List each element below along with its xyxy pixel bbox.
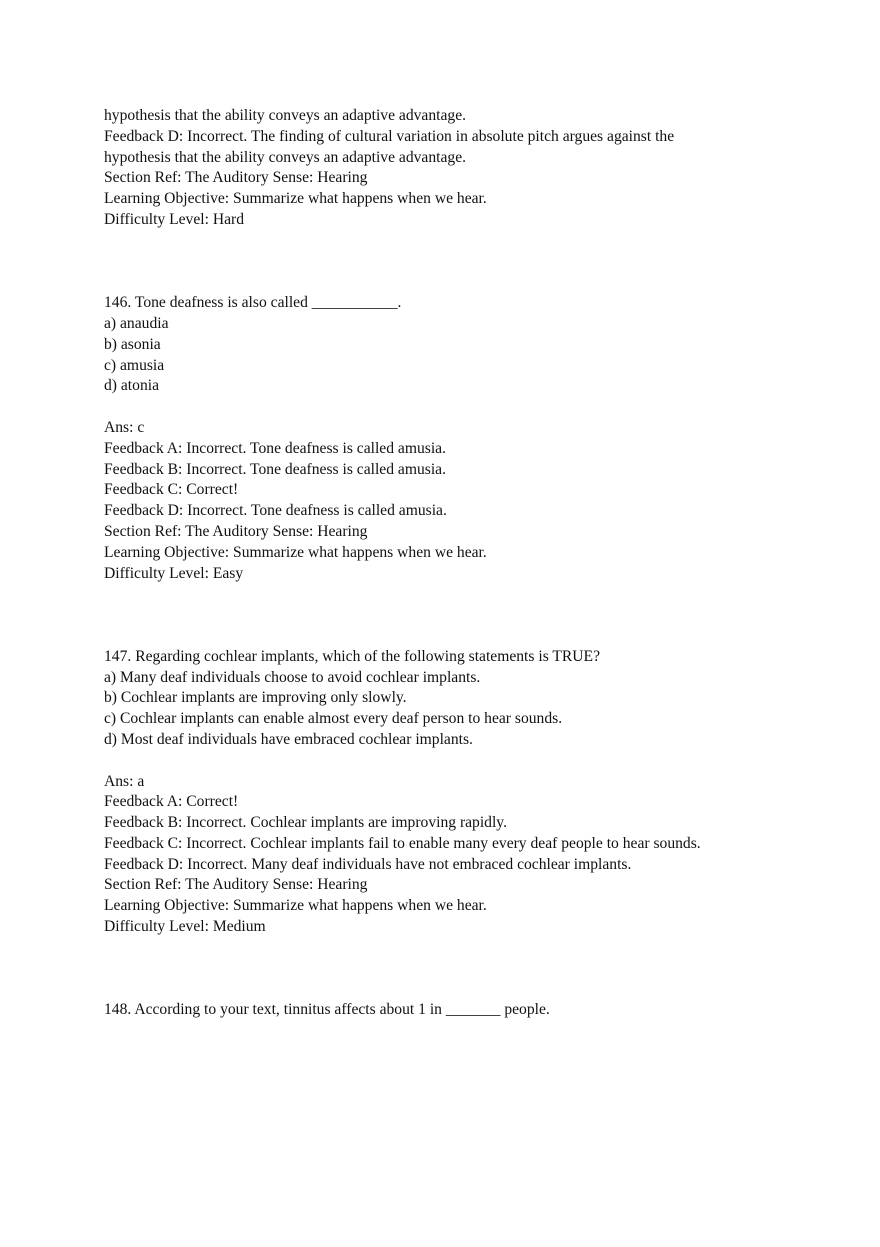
- question-147: [104, 647, 804, 938]
- feedback-c: Feedback C: Incorrect. Cochlear implants fail to enable many every deaf people to hear sounds.: [104, 834, 701, 852]
- feedback-c-continuation: hypothesis that the ability conveys an adaptive advantage.: [104, 107, 467, 124]
- learning-objective: Learning Objective: Summarize what happens when we hear.: [104, 190, 487, 208]
- learning-objective: Learning Objective: Summarize what happens when we hear.: [104, 897, 487, 915]
- question-stem: 148. According to your text, tinnitus affects about 1 in _______ people.: [104, 1001, 550, 1019]
- question-stem: 146. Tone deafness is also called ___________.: [104, 294, 402, 312]
- answer: Ans: c: [104, 418, 145, 436]
- difficulty-level: Difficulty Level: Hard: [104, 210, 245, 228]
- spacer: [104, 938, 804, 1000]
- question-145-continuation: [104, 106, 804, 231]
- option-c: c) Cochlear implants can enable almost every deaf person to hear sounds.: [104, 710, 563, 728]
- difficulty-level: Difficulty Level: Medium: [104, 918, 266, 936]
- section-ref: Section Ref: The Auditory Sense: Hearing: [104, 522, 368, 540]
- option-b: b) asonia: [104, 335, 161, 353]
- option-a: a) anaudia: [104, 314, 169, 332]
- spacer: [104, 584, 804, 646]
- spacer: [104, 397, 804, 418]
- question-stem: 147. Regarding cochlear implants, which of the following statements is TRUE?: [104, 647, 601, 665]
- option-d: d) atonia: [104, 377, 159, 395]
- section-ref: Section Ref: The Auditory Sense: Hearing: [104, 876, 368, 894]
- feedback-b: Feedback B: Incorrect. Cochlear implants are improving rapidly.: [104, 814, 507, 832]
- learning-objective: Learning Objective: Summarize what happens when we hear.: [104, 543, 487, 561]
- feedback-a: Feedback A: Correct!: [104, 793, 239, 811]
- feedback-a: Feedback A: Incorrect. Tone deafness is called amusia.: [104, 439, 446, 457]
- answer: Ans: a: [104, 772, 145, 790]
- section-ref: Section Ref: The Auditory Sense: Hearing: [104, 169, 368, 187]
- feedback-d: Feedback D: Incorrect. Tone deafness is called amusia.: [104, 502, 447, 520]
- feedback-b: Feedback B: Incorrect. Tone deafness is called amusia.: [104, 460, 446, 478]
- option-a: a) Many deaf individuals choose to avoid cochlear implants.: [104, 668, 481, 686]
- feedback-d: Feedback D: Incorrect. Many deaf individuals have not embraced cochlear implants.: [104, 855, 632, 873]
- option-b: b) Cochlear implants are improving only slowly.: [104, 689, 407, 707]
- document-page: [104, 106, 804, 1021]
- option-d: d) Most deaf individuals have embraced cochlear implants.: [104, 730, 473, 748]
- option-c: c) amusia: [104, 356, 165, 374]
- question-148: [104, 1000, 804, 1021]
- spacer: [104, 231, 804, 293]
- question-146: [104, 293, 804, 584]
- spacer: [104, 751, 804, 772]
- feedback-c: Feedback C: Correct!: [104, 481, 239, 499]
- feedback-d-continuation: hypothesis that the ability conveys an adaptive advantage.: [104, 148, 467, 166]
- difficulty-level: Difficulty Level: Easy: [104, 564, 244, 582]
- feedback-d: Feedback D: Incorrect. The finding of cultural variation in absolute pitch argues against the: [104, 127, 675, 145]
